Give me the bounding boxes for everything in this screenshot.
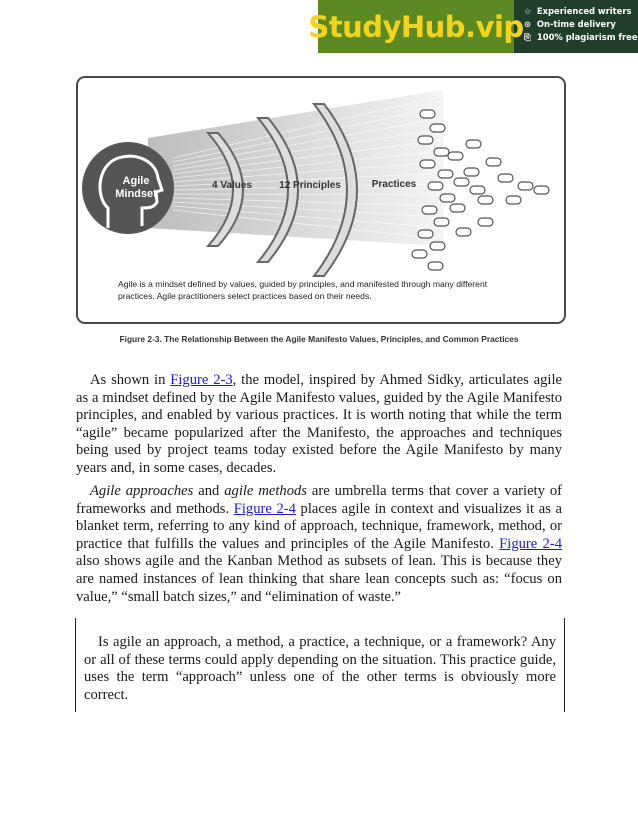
- practice-pill: [478, 196, 493, 204]
- figure-2-4-link-2[interactable]: Figure 2-4: [499, 535, 562, 552]
- practice-pill: [422, 206, 437, 214]
- head-label-2: Mindset: [115, 188, 157, 200]
- practice-pill: [428, 182, 443, 190]
- perk-item: [524, 5, 638, 18]
- text-span: places agile in context and visualizes it as a blanket term, referring to any kind of approach, technique, framework, method, or practice that fulfills the values and principles of the Agile Manifesto.: [76, 500, 562, 552]
- practice-pill: [440, 194, 455, 202]
- body-paragraph-1: [76, 372, 562, 478]
- text-span: , the model, inspired by Ahmed Sidky, articulates agile as a mindset defined by the Agile Manifesto values, guided by the Agile Manifesto principles, and enabled by various practices. It is worth noting that while the term “agile” became popularized after the Manifesto, the approaches and techniques being used by project teams today existed before the Agile Manifesto by many years and, in some cases, decades.: [76, 372, 562, 476]
- text-span: are umbrella terms that cover a variety of frameworks and methods.: [76, 483, 562, 517]
- body-paragraph-2: [76, 483, 562, 606]
- practice-pill: [438, 170, 453, 178]
- figure-caption: Figure 2-3. The Relationship Between the Agile Manifesto Values, Principles, and Common Practices: [119, 334, 519, 344]
- figure-2-4-link[interactable]: Figure 2-4: [233, 500, 296, 517]
- perk-item: [524, 18, 638, 31]
- text-span: Is agile an approach, a method, a practice, a technique, or a framework? Any or all of these terms could apply depending on the situation. This practice guide, uses the term “approach” unless one of the other terms is obviously more correct.: [84, 634, 556, 703]
- ad-banner[interactable]: [308, 0, 638, 53]
- emphasis-agile-approaches: Agile approaches: [90, 483, 194, 499]
- practice-pill: [448, 152, 463, 160]
- practice-pill: [412, 250, 427, 258]
- practice-pill: [470, 186, 485, 194]
- practice-pill: [420, 160, 435, 168]
- copy-icon: ⎘: [524, 32, 531, 42]
- perk-text: 100% plagiarism free: [536, 32, 638, 42]
- star-icon: ☆: [524, 6, 532, 16]
- practice-pill: [434, 218, 449, 226]
- practice-pill: [430, 124, 445, 132]
- perk-text: Experienced writers: [536, 6, 632, 16]
- principles-label: 12 Principles: [279, 180, 341, 191]
- practice-pill: [420, 110, 435, 118]
- practice-pill: [506, 196, 521, 204]
- text-span: As shown in: [90, 372, 171, 388]
- emphasis-agile-methods: agile methods: [224, 483, 307, 499]
- figure-2-3-link[interactable]: Figure 2-3: [170, 372, 233, 388]
- text-span: and: [193, 483, 225, 499]
- figure-inner-caption: Agile is a mindset defined by values, guided by principles, and manifested through many different practices. Agile practitioners select practices based on their needs.: [118, 279, 488, 301]
- practice-pill: [418, 230, 433, 238]
- callout-text: [84, 634, 556, 704]
- practice-pill: [418, 136, 433, 144]
- practice-pill: [464, 168, 479, 176]
- practice-pill: [534, 186, 549, 194]
- practice-pill: [518, 182, 533, 190]
- perk-item: [524, 31, 638, 44]
- brand-logo[interactable]: StudyHub.vip: [318, 0, 514, 53]
- practice-pill: [498, 174, 513, 182]
- perk-list: [514, 0, 638, 53]
- text-span: also shows agile and the Kanban Method as subsets of lean. This is because they are named instances of lean thinking that share lean concepts such as: “focus on value,” “small batch sizes,” and “elimination of waste.”: [76, 553, 562, 605]
- perk-text: On-time delivery: [536, 19, 616, 29]
- practice-pill: [454, 178, 469, 186]
- practice-pill: [450, 204, 465, 212]
- practice-pill: [434, 148, 449, 156]
- practice-pill: [478, 218, 493, 226]
- figure-frame: [76, 76, 566, 324]
- head-label-1: Agile: [122, 175, 150, 187]
- practice-pill: [486, 158, 501, 166]
- practice-pill: [456, 228, 471, 236]
- practice-pill: [430, 242, 445, 250]
- practice-pill: [466, 140, 481, 148]
- clock-icon: ⊙: [524, 19, 532, 29]
- practices-label: Practices: [371, 179, 417, 190]
- callout-box: [75, 618, 565, 712]
- values-label: 4 Values: [211, 180, 253, 191]
- practice-pill: [428, 262, 443, 270]
